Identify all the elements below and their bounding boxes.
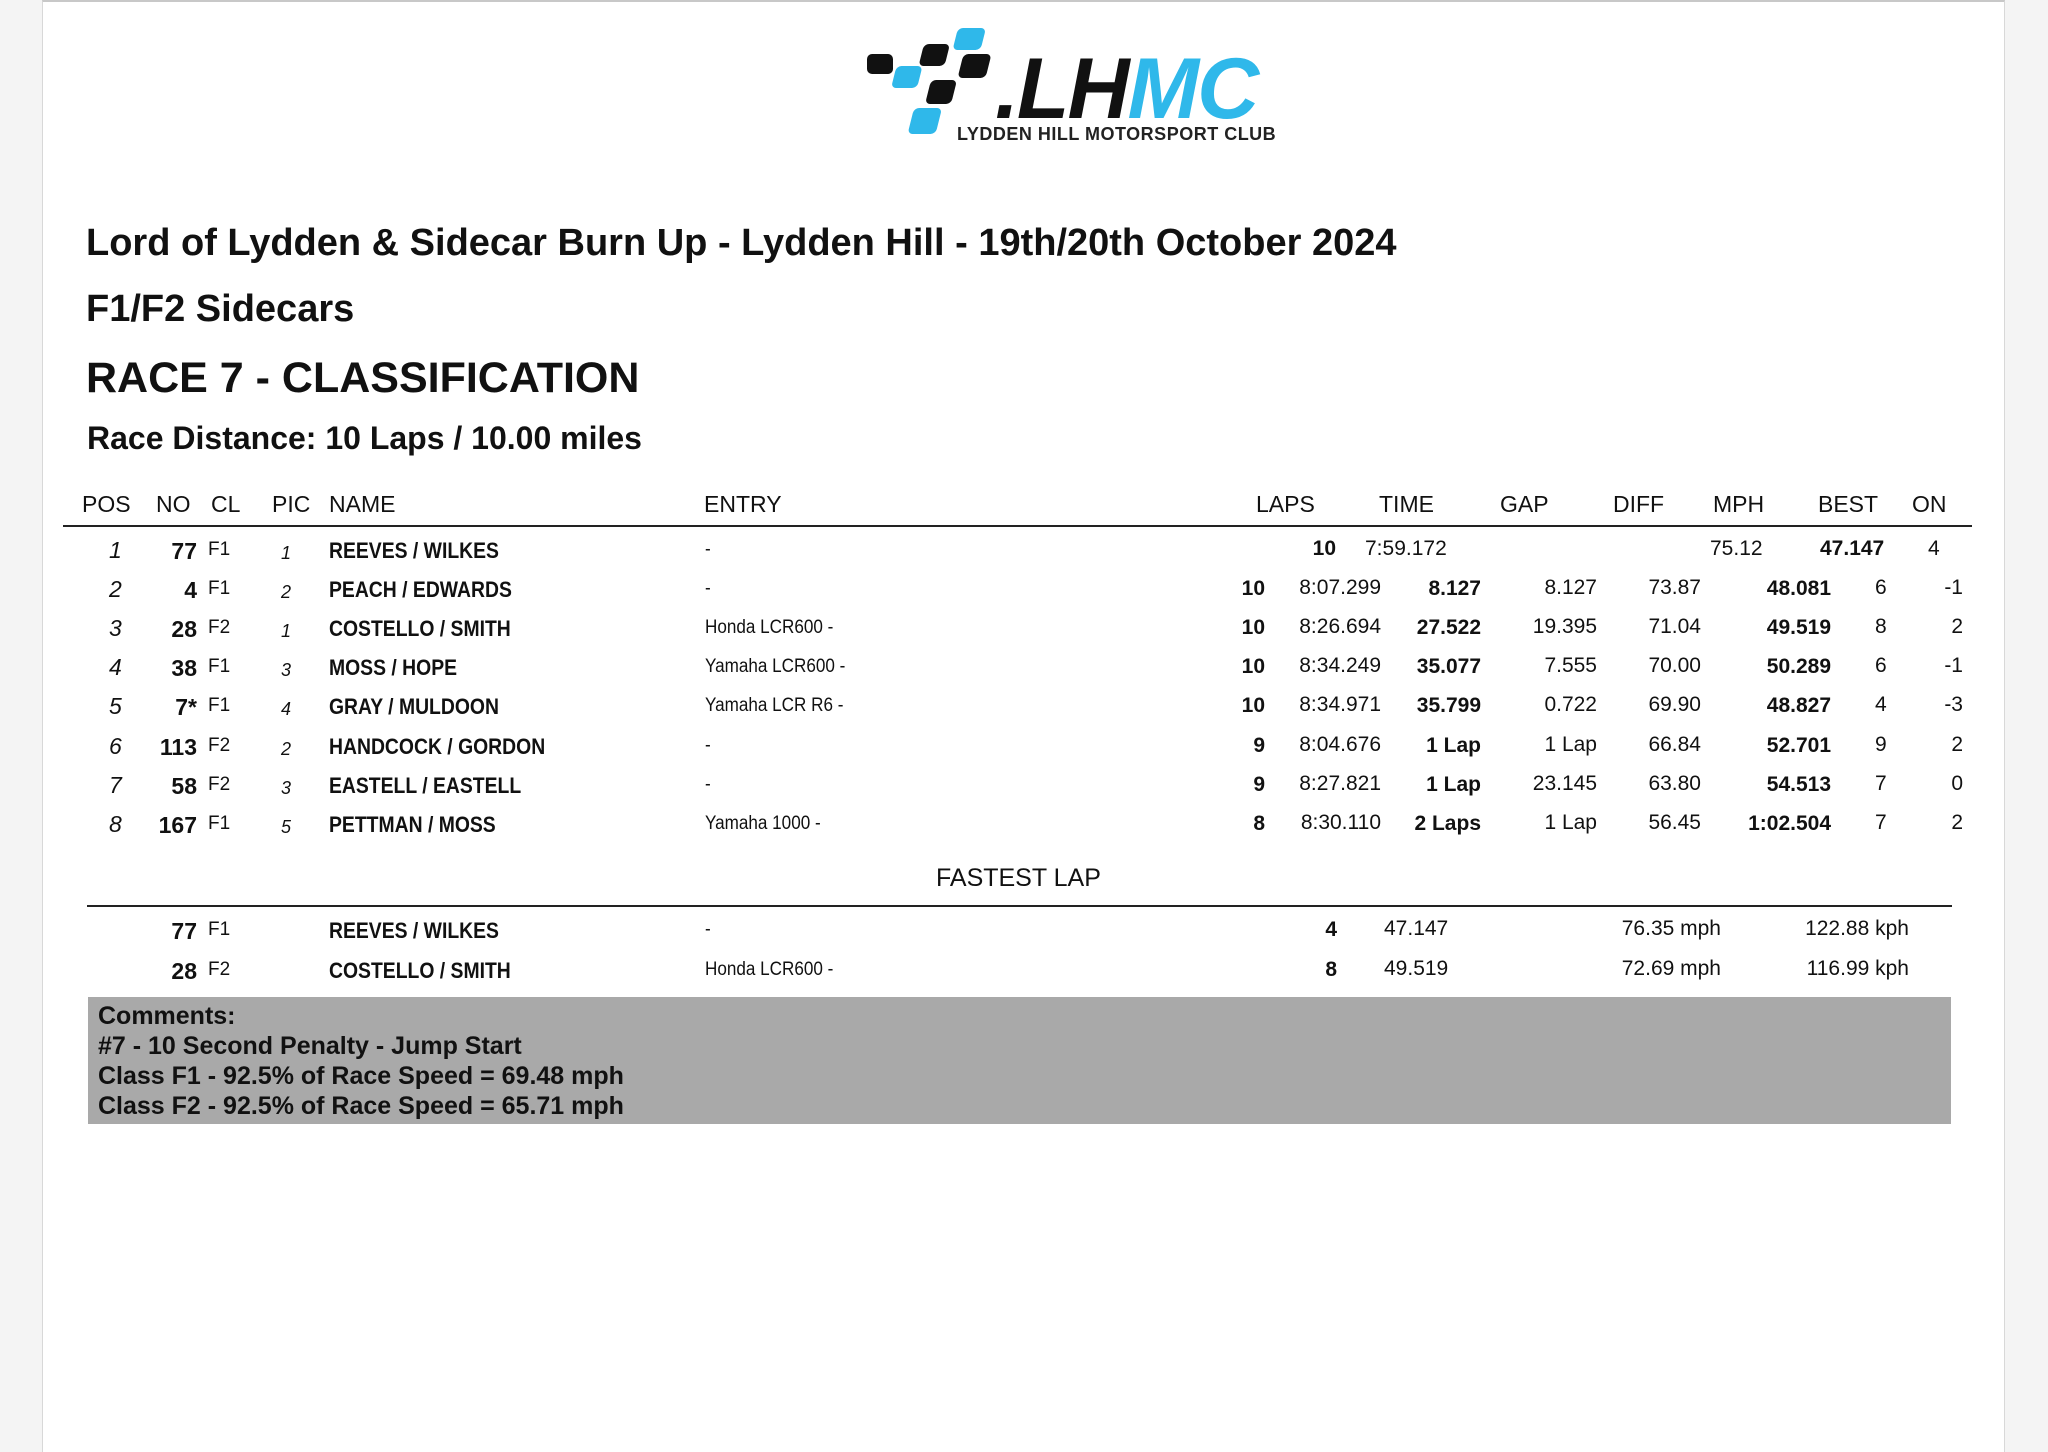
race-distance: Race Distance: 10 Laps / 10.00 miles — [87, 420, 642, 456]
col-cl: CL — [211, 491, 241, 517]
col-best: BEST — [1818, 491, 1879, 517]
comments-label: Comments: — [98, 1002, 236, 1030]
col-on: ON — [1912, 491, 1947, 517]
col-mph: MPH — [1713, 491, 1765, 517]
comments-box — [88, 997, 1951, 1124]
col-diff: DIFF — [1613, 491, 1665, 517]
col-name: NAME — [329, 491, 396, 517]
comment-line: Class F1 - 92.5% of Race Speed = 69.48 mph — [98, 1062, 624, 1090]
race-title: RACE 7 - CLASSIFICATION — [86, 354, 640, 402]
header-rule — [63, 525, 1972, 527]
results-sheet: .LHMC LYDDEN HILL MOTORSPORT CLUB Lord of Lydden & Sidecar Burn Up - Lydden Hill - 19th/20th October 2024 F1/F2 Sidecars RACE 7 - CLASSIFICATION Race Distance: 10 Laps / 10.00 miles POS NO CL PIC NAME ENTRY LAPS TIME GAP DIFF MPH BEST ON 1 77 F1 1 REEVES / WILKES - 10 7:59.172 75.12 47.147 4 2 4 F1 2 PEACH / EDWARDS - 10 8:07.299 8.127 8.127 73.87 48.081 6 -1 3 28 F2 1 COSTELLO / SMITH Honda LCR600 - 10 8:26.694 27.522 19.395 71.04 49.519 8 2 4 38 F1 3 MOSS / HOPE Yamaha LCR600 - 10 8:34.249 35.077 7.555 70.00 50.289 6 -1 5 7* F1 4 GRAY / MULDOON Yamaha LCR R6 - 10 8:34.971 35.799 0.722 69.90 48.827 4 -3 6 113 F2 2 HANDCOCK / GORDON - 9 8:04.676 1 Lap 1 Lap 66.84 52.701 9 2 7 58 F2 3 EASTELL / EASTELL - 9 8:27.821 1 Lap 23.145 63.80 54.513 7 0 8 167 F1 5 PETTMAN / MOSS Yamaha 1000 - 8 8:30.110 2 Laps 1 Lap 56.45 1:02.504 7 2 FASTEST LAP 77 F1 REEVES / WILKES - 4 47.147 76.35 mph 122.88 kph 28 F2 COSTELLO / SMITH Honda LCR600 - 8 49.519 72.69 mph 116.99 kph Comments: #7 - 10 Second Penalty - Jump Start Class F1 - 92.5% of Race Speed = 69.48 mph Class F2 - 92.5% of Race Speed = 65.71 mph — [42, 0, 2005, 1452]
lhmc-logo — [865, 24, 1277, 146]
col-gap: GAP — [1500, 491, 1549, 517]
comment-line: Class F2 - 92.5% of Race Speed = 65.71 mph — [98, 1092, 624, 1120]
class-title: F1/F2 Sidecars — [86, 288, 355, 330]
col-pic: PIC — [272, 491, 311, 517]
col-pos: POS — [82, 491, 131, 517]
comment-line: #7 - 10 Second Penalty - Jump Start — [98, 1032, 522, 1060]
col-no: NO — [156, 491, 191, 517]
col-entry: ENTRY — [704, 491, 782, 517]
col-time: TIME — [1379, 491, 1434, 517]
event-title: Lord of Lydden & Sidecar Burn Up - Lydden Hill - 19th/20th October 2024 — [86, 222, 1397, 264]
fastest-lap-rule — [87, 905, 1952, 907]
fastest-lap-heading: FASTEST LAP — [936, 864, 1101, 892]
col-laps: LAPS — [1256, 491, 1315, 517]
logo-wordmark: .LHMC — [995, 41, 1258, 137]
logo-subtitle: LYDDEN HILL MOTORSPORT CLUB — [957, 124, 1277, 144]
